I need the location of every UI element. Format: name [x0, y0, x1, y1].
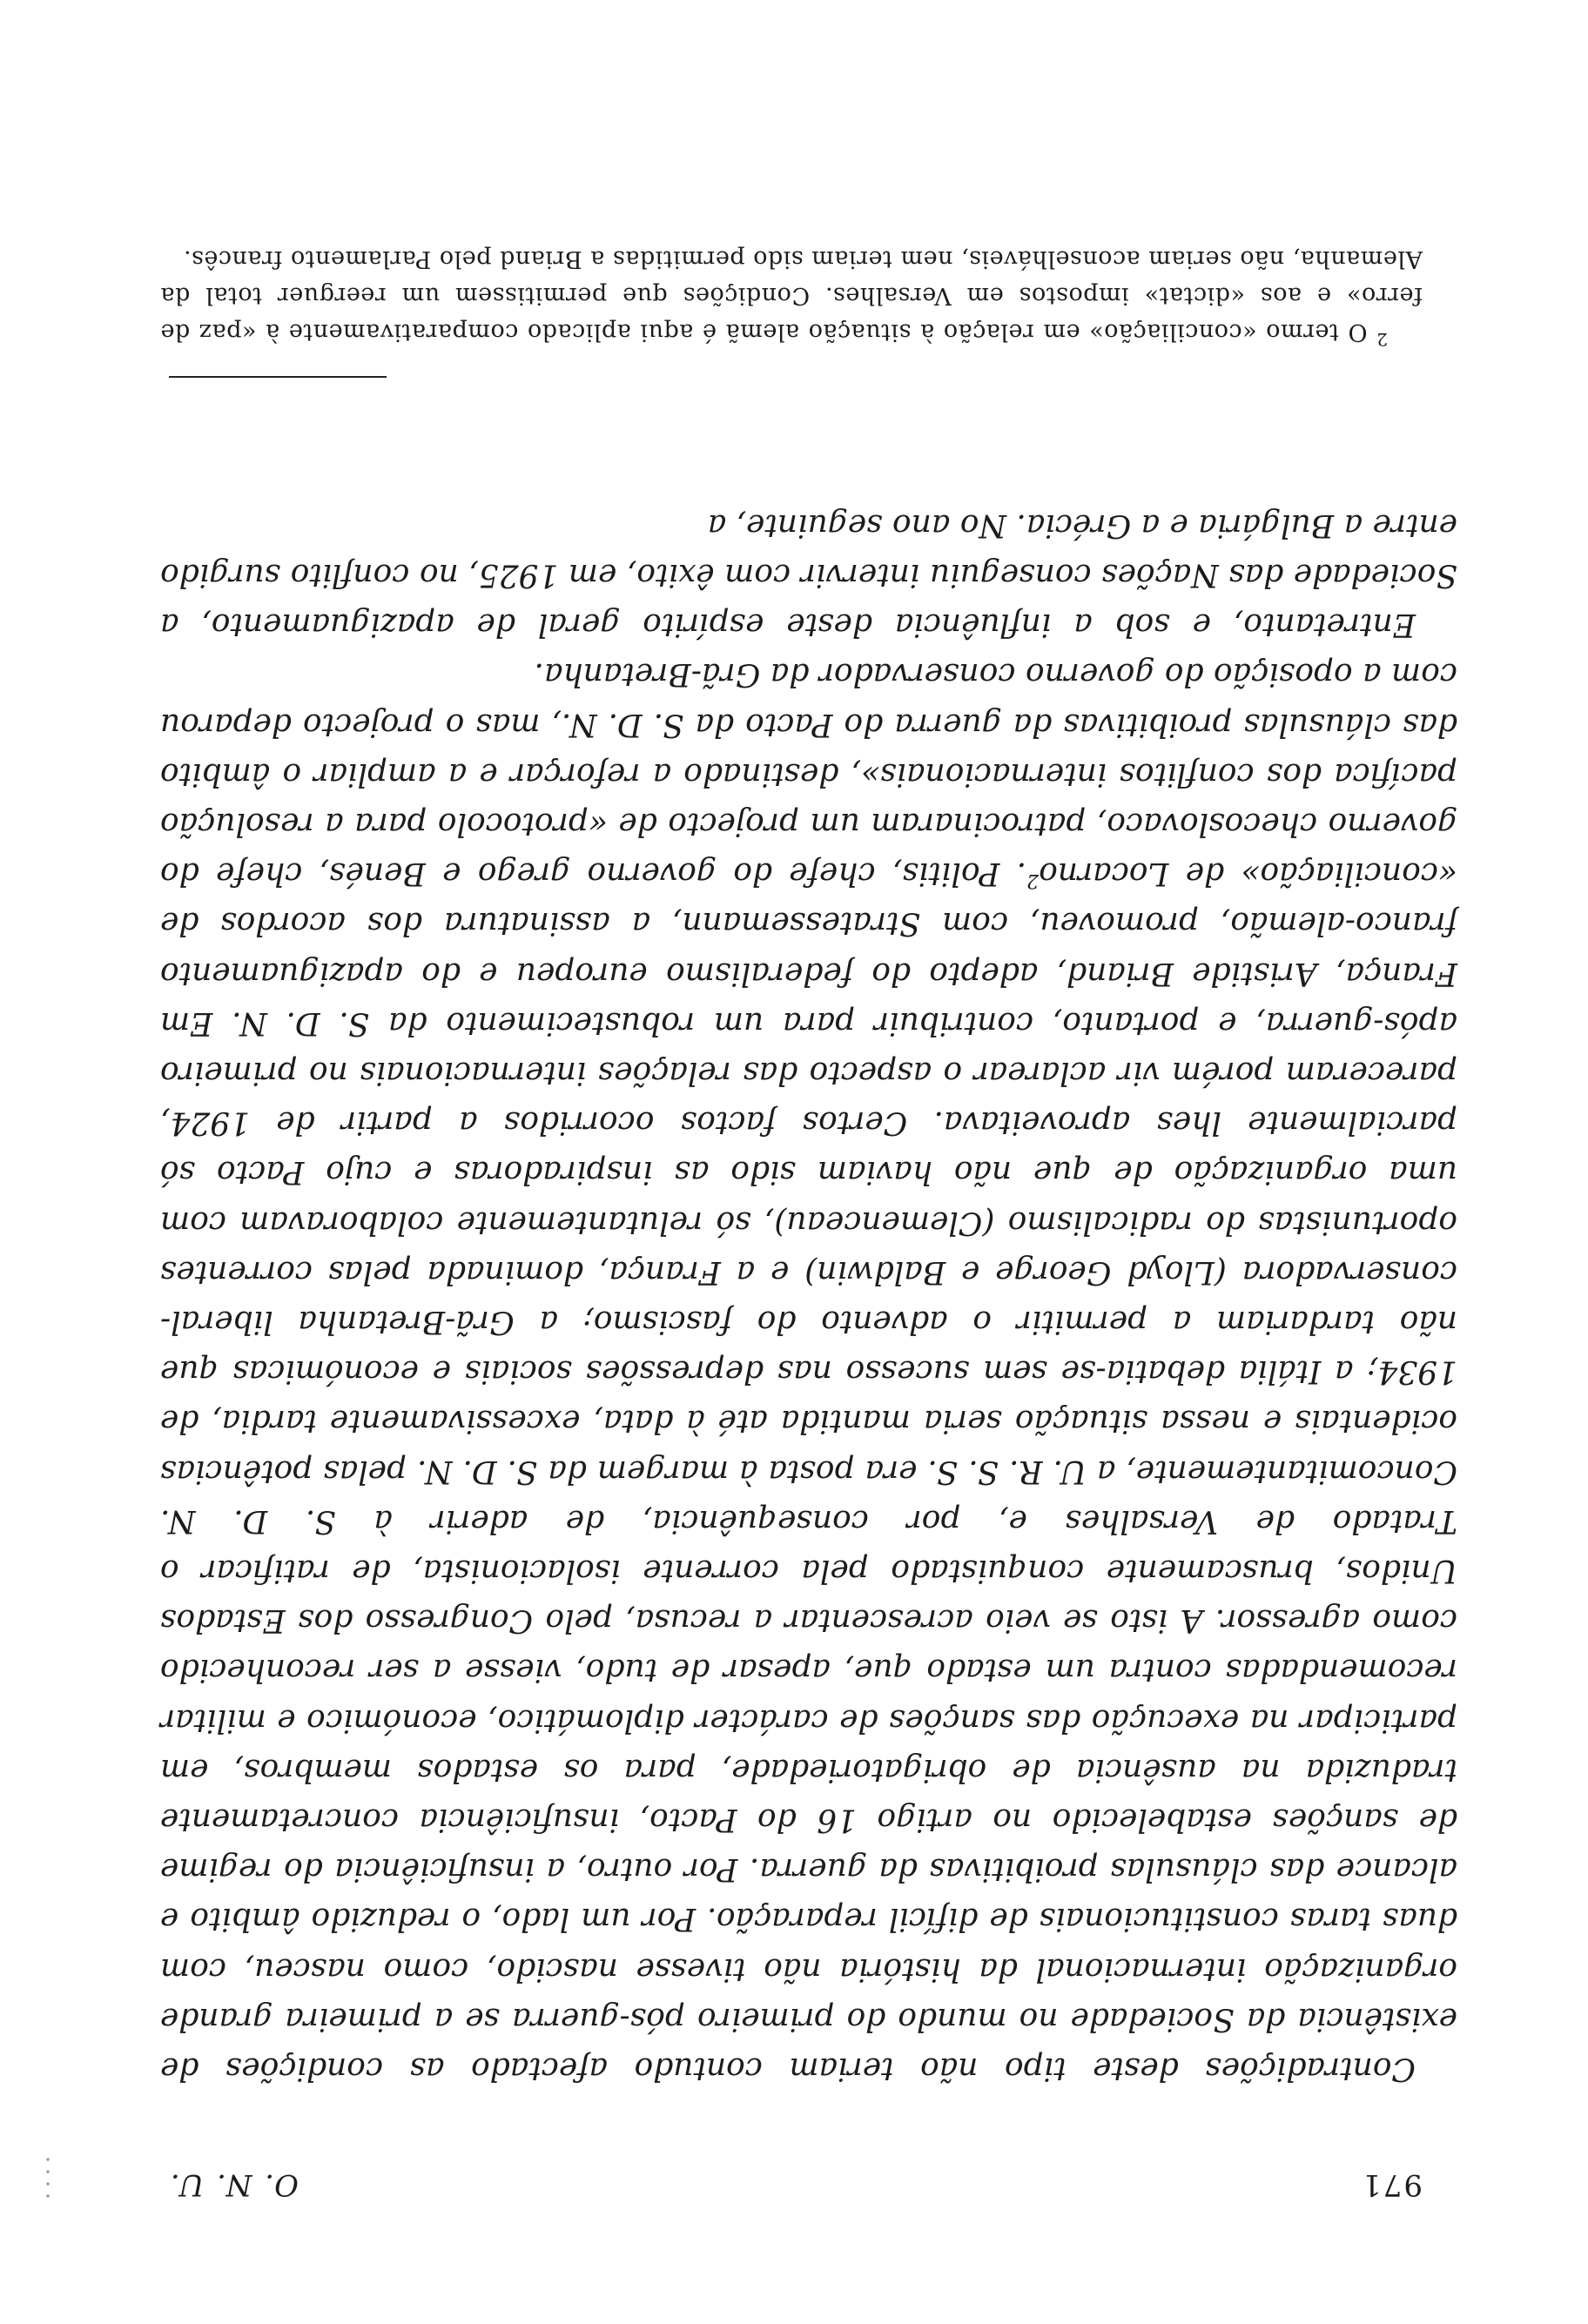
paragraph-text-continued: . Politis, chefe do governo grego e Benés, chefe do governo checoslovaco, patrocinaram um projecto de «protocolo para a resolução pacífica dos conflitos internacionais», destinado a reforçar e a ampliar o âmbito das cláusulas proibitivas da guerra do Pacto da S. D. N., mas o projecto deparou com a oposição do governo conservador da Grã-Bretanha. — [160, 656, 1457, 892]
footnote-text: O termo «conciliação» em relação à situação alemã é aqui aplicado comparativamente à «paz de ferro» e aos «dictat» impostos em Versalhes. Condições que permitissem um reerguer total da Alemanha, não seriam aconselháveis, nem teriam sido permitidas a Briand pelo Parlamento francês. — [160, 245, 1423, 346]
footnote-divider — [169, 376, 387, 378]
paragraph — [160, 649, 1457, 2093]
paragraph-text: Contradições deste tipo não teriam contudo afectado as condições de existência da Sociedade no mundo do primeiro pós-guerra se a primeira grande organização internacional da história não tivesse nascido, como nasceu, com duas taras constitucionais de difícil reparação. Por um lado, o reduzido âmbito e alcance das cláusulas proibitivas da guerra. Por outro, a insuficiência do regime de sanções estabelecido no artigo 16 do Pacto, insuficiência concretamente traduzida na ausência de obrigatoriedade, para os estados membros, em participar na execução das sanções de carácter diplomático, económico e militar recomendadas contra um estado que, apesar de tudo, viesse a ser reconhecido como agressor. A isto se veio acrescentar a recusa, pelo Congresso dos Estados Unidos, bruscamente conquistado pela corrente isolacionista, de ratificar o Tratado de Versalhes e, por consequência, de aderir à S. D. N. Concomitantemente, a U. R. S. S. era posta à margem da S. D. N. pelas potências ocidentais e nessa situação seria mantida até à data, excessivamente tardia, de 1934; a Itália debatia-se sem sucesso nas depressões sociais e económicas que não tardariam a permitir o advento do fascismo; a Grã-Bretanha liberal-conservadora (Lloyd George e Baldwin) e a França, dominada pelas correntes oportunistas do radicalismo (Clemenceau), só relutantemente colaboravam com uma organização de que não haviam sido as inspiradoras e cujo Pacto só parcialmente lhes aproveitava. Certos factos ocorridos a partir de 1924, pareceram porém vir aclarear o aspecto das relações internacionais no primeiro após-guerra, e portanto, contribuir para um robustecimento da S. D. N. Em França, Aristide Briand, adepto do federalismo europeu e do apaziguamento franco-alemão, promoveu, com Stratessemann, a assinatura dos acordos de «conciliação» de Locarno — [160, 856, 1457, 2086]
footnote-marker: 2 — [1376, 329, 1388, 350]
paragraph-text: Entretanto, e sob a influência deste espírito geral de apaziguamento, a Sociedade das Nações conseguiu intervir com êxito, em 1925, no conflito surgido entre a Bulgária e a Grécia. No ano seguinte, a — [160, 507, 1457, 643]
paragraph — [160, 500, 1457, 650]
footnote-reference: 2 — [1026, 870, 1040, 892]
footnote — [160, 240, 1423, 350]
margin-mark — [45, 2150, 50, 2202]
footnote-paragraph — [160, 240, 1423, 350]
running-title: O. N. U. — [169, 2167, 299, 2202]
running-head — [169, 2150, 1423, 2202]
page-number: 971 — [1361, 2167, 1423, 2202]
body-text — [160, 500, 1457, 2094]
